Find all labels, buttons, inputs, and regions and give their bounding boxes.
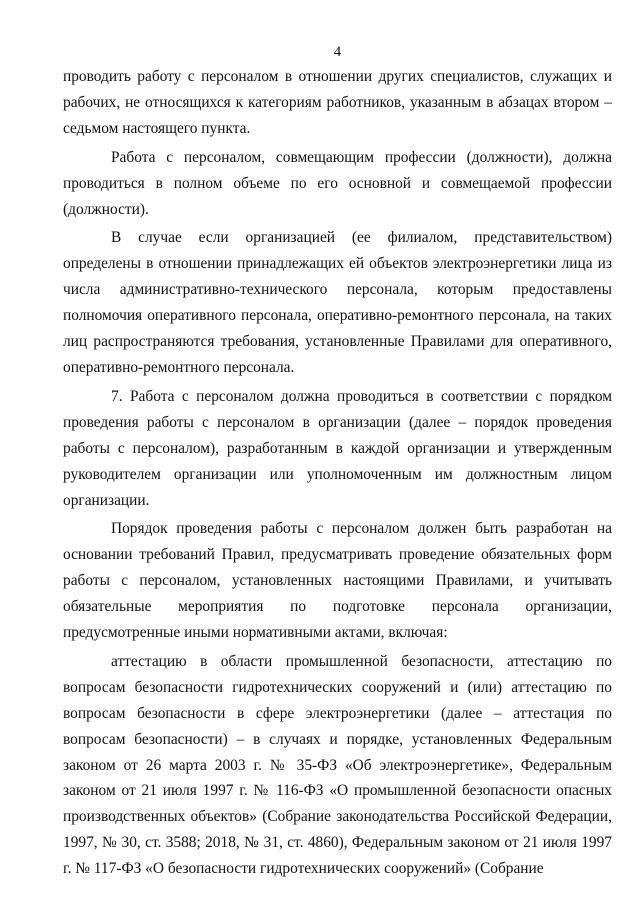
- paragraph-other-staff: проводить работу с персоналом в отношении других специалистов, служащих и рабочих, не относящихся к категориям работников, указанным в абзацах втором – седьмом настоящего пункта.: [63, 68, 612, 137]
- paragraph-administrative-technical-staff: В случае если организацией (ее филиалом, представительством) определены в отношении принадлежащих ей объектов электроэнергетики лица из числа административно-технического персонала, которым предоставлены полномочия оперативного персонала, оперативно-ремонтного персонала, на таких лиц распространяются требования, установленные Правилами для оперативного, оперативно-ремонтного персонала.: [63, 229, 612, 376]
- paragraph-combined-professions: Работа с персоналом, совмещающим профессии (должности), должна проводиться в полном объеме по его основной и совмещаемой профессии (должности).: [63, 148, 612, 218]
- paragraph-item-7: 7. Работа с персоналом должна проводиться в соответствии с порядком проведения работы с персоналом в организации (далее – порядок проведения работы с персоналом), разработанным в каждой организации и утвержденным руководителем организации или уполномоченным им должностным лицом организации.: [63, 387, 612, 509]
- page-number: 4: [333, 44, 342, 60]
- paragraph-attestation: аттестацию в области промышленной безопасности, аттестацию по вопросам безопасности гидротехнических сооружений и (или) аттестацию по вопросам безопасности в сфере электроэнергетики (далее – аттестация по вопросам безопасности) – в случаях и порядке, установленных Федеральным законом от 26 марта 2003 г. № 35-ФЗ «Об электроэнергетике», Федеральным законом от 21 июля 1997 г. № 116-ФЗ «О промышленной безопасности опасных производственных объектов» (Собрание законодательства Российской Федерации, 1997, № 30, ст. 3588; 2018, № 31, ст. 4860), Федеральным законом от 21 июля 1997 г. № 117-ФЗ «О безопасности гидротехнических сооружений» (Собрание: [63, 652, 612, 878]
- paragraph-procedure: Порядок проведения работы с персоналом должен быть разработан на основании требований Правил, предусматривать проведение обязательных форм работы с персоналом, установленных настоящими Правилами, и учитывать обязательные мероприятия по подготовке персонала организации, предусмотренные иными нормативными актами, включая:: [63, 520, 612, 642]
